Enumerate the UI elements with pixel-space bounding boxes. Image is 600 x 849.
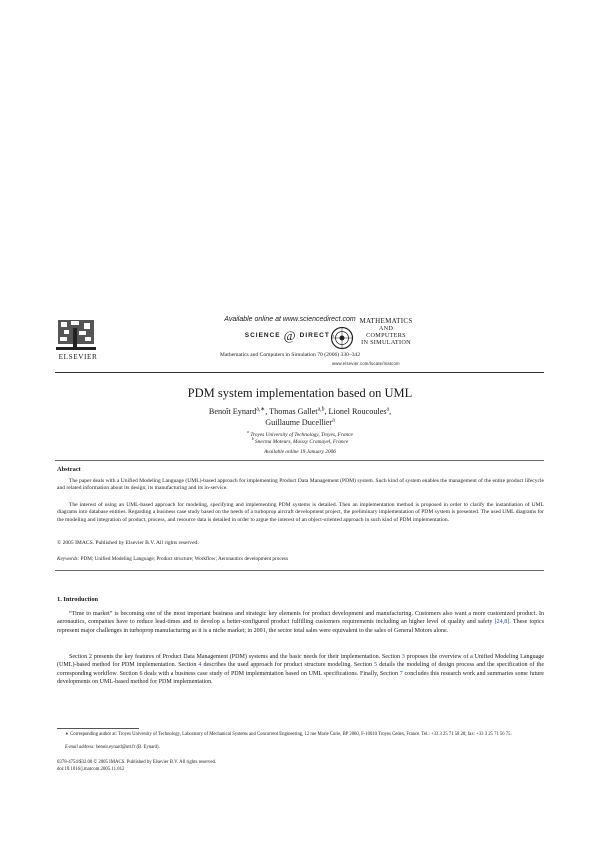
body-paragraph: [57, 653, 544, 686]
journal-citation: Mathematics and Computers in Simulation 70 (2006) 330–342: [219, 352, 361, 358]
affiliation-mark: b: [251, 437, 254, 442]
journal-emblem-icon: [330, 326, 354, 350]
available-online-date: Available online 19 January 2006: [264, 449, 336, 455]
abstract-top-rule: [55, 460, 544, 461]
abstract-copyright: © 2005 IMACS. Published by Elsevier B.V. All rights reserved.: [57, 540, 199, 546]
section-link[interactable]: 3: [401, 654, 405, 660]
author-name: Lionel Roucoules: [328, 407, 387, 416]
footnote-email: [65, 745, 160, 750]
affiliation-text: Snecma Moteurs, Moissy Cramayel, France: [254, 439, 349, 445]
journal-logo-line: IN SIMULATION: [361, 339, 411, 346]
elsevier-logo: [54, 318, 102, 361]
author-line-1: Benoît Eynard$^{a,∗}$, Thomas Gallet$^{a,b}$, Lionel Roucoules$^a$,: [208, 406, 392, 416]
footnote-rule: [57, 728, 139, 729]
citation-link[interactable]: [24,8]: [494, 619, 510, 626]
footnote: [57, 732, 544, 738]
elsevier-wordmark: ELSEVIER: [58, 353, 98, 361]
author-name: Benoît Eynard: [208, 407, 257, 416]
author-affiliation-mark: a,b: [317, 406, 325, 413]
email-label: E-mail address:: [65, 745, 95, 750]
science-word: SCIENCE: [244, 332, 281, 339]
body-paragraph: [57, 610, 544, 635]
abstract-paragraph: The interest of using an UML-based approach for modeling, specifying and implementing PDM systems is detailed. Then an implementation method is proposed in order to clarify the instantiation of UML diagrams into database entities. Regarding a business case study based on the needs of a turboprop aircraft development project, the preliminary implementation of PDM system is presented. The used UML diagrams for the modeling and integration of product, process, and resource data is detailed in order to argue the interest of an object-oriented approach in such kind of PDM implementation.: [57, 502, 544, 523]
keywords-text: PDM; Unified Modeling Language; Product structure; Workflow; Aeronautics development process: [80, 556, 288, 562]
trademark-dot-icon: •: [332, 333, 336, 338]
affiliation: [0, 432, 600, 438]
available-online-banner: Available online at www.sciencedirect.com: [224, 316, 356, 323]
affiliation-mark: a: [247, 430, 249, 435]
journal-url: www.elsevier.com/locate/matcom: [332, 361, 400, 366]
text-run: . These topics represent major challenges in turboprop manufacturing as it is a niche market; in 2001, the sector total sales were equivalent to the sales of General Motors alone.: [57, 619, 545, 634]
issn-line: 0378-4754/$32.00 © 2005 IMACS. Published by Elsevier B.V. All rights reserved.: [57, 760, 217, 765]
section-heading: 1. Introduction: [57, 596, 99, 603]
text-run: “Time to market” is becoming one of the most important business and strategic key elements for product development and manufacturing. Customers also want a more customized product. In aeronautics, companies have to reduce lead-times and to develop a better-configured product fulfilling customers requirements including an higher level of quality and safety: [57, 611, 544, 626]
author-affiliation-mark: a: [332, 417, 335, 424]
text-run: describes the used approach for product structure modeling. Section: [201, 662, 375, 669]
abstract-bottom-rule: [55, 570, 544, 571]
text-run: concludes this research work and summaries some future developments on UML-based method for PDM implementation.: [57, 670, 544, 685]
author-line-2: [0, 418, 600, 427]
section-link[interactable]: 7: [399, 670, 403, 677]
author-affiliation-mark: a: [386, 406, 390, 413]
author-name: Thomas Gallet: [269, 407, 318, 416]
footnote-text: Corresponding author at: Troyes University of Technology, Laboratory of Mechanical Systems and Concurrent Engineering, 12 rue Marie Curie, BP 2060, F-10010 Troyes Cedex, France. Tel.: +33 3 25 71 58 28; fax: +33 3 25 71 56 75.: [68, 732, 512, 737]
keywords-label: Keywords:: [57, 556, 80, 562]
journal-logo-text: [356, 318, 416, 346]
affiliation-text: Troyes University of Technology, Troyes, France: [250, 432, 353, 438]
journal-logo-line: AND: [378, 325, 394, 332]
text-run: details the modeling of design process and the specification of the corresponding workflow. Section 6 deals with a business case study of PDM implementation based on UML specifications. Finally, Section: [57, 662, 544, 677]
author-name: Guillaume Ducellier: [265, 418, 333, 427]
section-link[interactable]: 5: [374, 662, 378, 669]
text-run: Section 2 presents the key features of Product Data Management (PDM) systems and the basic needs for their implementation. Section: [69, 654, 402, 660]
footnote-mark: ∗: [65, 732, 69, 737]
elsevier-tree-emblem: [54, 318, 98, 352]
sd-at-icon: @: [283, 328, 297, 343]
paper-title: PDM system implementation based on UML: [187, 386, 413, 400]
section-link[interactable]: 4: [198, 662, 202, 669]
text-run: proposes the overview of a Unified Modeling Language (UML)-based method for PDM implementation. Section: [57, 654, 545, 669]
doi-line[interactable]: doi:10.1016/j.matcom.2005.11.012: [57, 767, 125, 772]
author-affiliation-mark: a,∗: [256, 406, 266, 413]
journal-logo-line: MATHEMATICS: [359, 317, 413, 325]
journal-logo-line: COMPUTERS: [366, 332, 406, 339]
abstract-paragraph: The paper deals with a Unified Modeling Language (UML)-based approach for implementing Product Data Management (PDM) system. Such kind of system enables the management of the entire product lifecycle and related information about its design, its manufacturing and its in-service.: [57, 478, 544, 492]
email-address[interactable]: benoit.eynard@utt.fr (B. Eynard).: [94, 745, 160, 750]
abstract-heading: Abstract: [57, 466, 81, 473]
keywords: [57, 556, 288, 562]
direct-word: DIRECT: [299, 332, 330, 339]
affiliation: [0, 439, 600, 445]
header-divider: [55, 372, 544, 373]
